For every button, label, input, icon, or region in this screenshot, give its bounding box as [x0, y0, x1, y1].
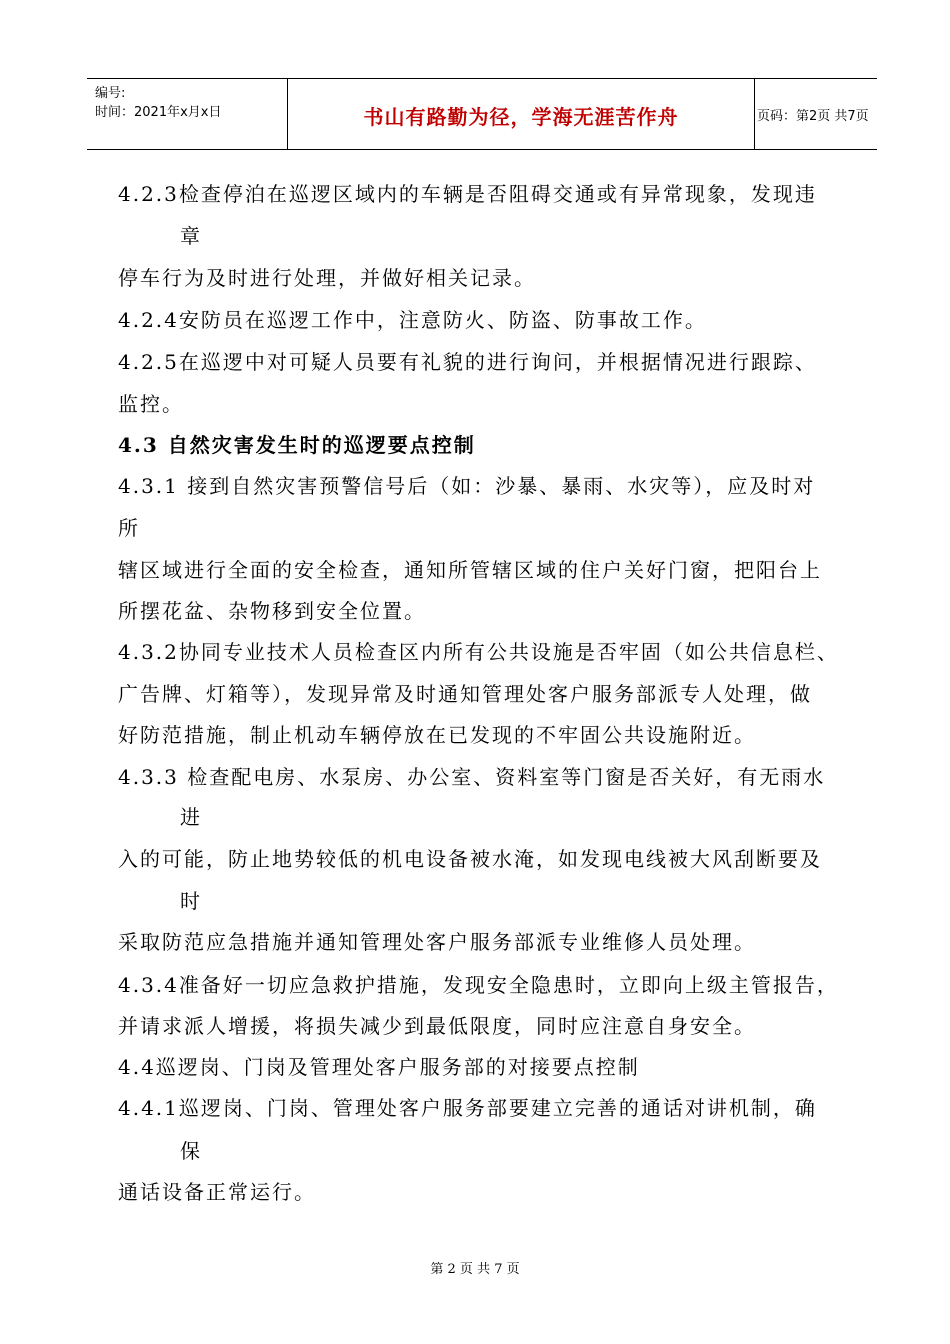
text-line: 好防范措施，制止机动车辆停放在已发现的不牢固公共设施附近。: [118, 723, 756, 747]
text-line: 4.2.5在巡逻中对可疑人员要有礼貌的进行询问，并根据情况进行跟踪、: [118, 350, 817, 374]
text-line: 入的可能，防止地势较低的机电设备被水淹，如发现电线被大风刮断要及: [118, 847, 822, 871]
text-line: 4.3.3 检查配电房、水泵房、办公室、资料室等门窗是否关好，有无雨水: [118, 765, 826, 789]
text-line: 保: [180, 1139, 202, 1163]
text-line: 通话设备正常运行。: [118, 1180, 316, 1204]
page-footer: 第 2 页 共 7 页: [430, 1262, 520, 1277]
text-line: 4.3.1 接到自然灾害预警信号后（如：沙暴、暴雨、水灾等），应及时对: [118, 474, 816, 498]
text-line: 进: [180, 805, 202, 829]
text-line: 采取防范应急措施并通知管理处客户服务部派专业维修人员处理。: [118, 930, 756, 954]
text-line: 4.2.4安防员在巡逻工作中，注意防火、防盗、防事故工作。: [118, 308, 707, 332]
section-heading: 4.4巡逻岗、门岗及管理处客户服务部的对接要点控制: [118, 1055, 640, 1079]
text-line: 4.3.2协同专业技术人员检查区内所有公共设施是否牢固（如公共信息栏、: [118, 640, 839, 664]
text-line: 时: [180, 889, 202, 913]
text-line: 所摆花盆、杂物移到安全位置。: [118, 599, 426, 623]
document-header: [87, 78, 877, 150]
header-motto-cell: [287, 79, 755, 149]
text-line: 章: [180, 224, 202, 248]
text-line: 监控。: [118, 392, 184, 416]
text-line: 4.4.1巡逻岗、门岗、管理处客户服务部要建立完善的通话对讲机制，确: [118, 1096, 817, 1120]
header-page-cell: [754, 79, 877, 149]
header-motto: 书山有路勤为径，学海无涯苦作舟: [363, 105, 679, 129]
text-line: 4.3.4准备好一切应急救护措施，发现安全隐患时，立即向上级主管报告，: [118, 973, 839, 997]
document-number-label: 编号:: [95, 86, 126, 101]
text-line: 广告牌、灯箱等），发现异常及时通知管理处客户服务部派专人处理，做: [118, 682, 812, 706]
text-line: 辖区域进行全面的安全检查，通知所管辖区域的住户关好门窗，把阳台上: [118, 558, 822, 582]
header-meta-cell: [87, 79, 287, 149]
text-line: 所: [118, 516, 140, 540]
text-line: 4.2.3检查停泊在巡逻区域内的车辆是否阻碍交通或有异常现象，发现违: [118, 182, 817, 206]
header-page-info: 页码：第2页 共7页: [757, 109, 869, 124]
document-date-label: 时间：2021年x月x日: [95, 105, 222, 120]
text-line: 停车行为及时进行处理，并做好相关记录。: [118, 266, 536, 290]
text-line: 并请求派人增援，将损失减少到最低限度，同时应注意自身安全。: [118, 1014, 756, 1038]
section-heading: 4.3 自然灾害发生时的巡逻要点控制: [118, 433, 476, 457]
